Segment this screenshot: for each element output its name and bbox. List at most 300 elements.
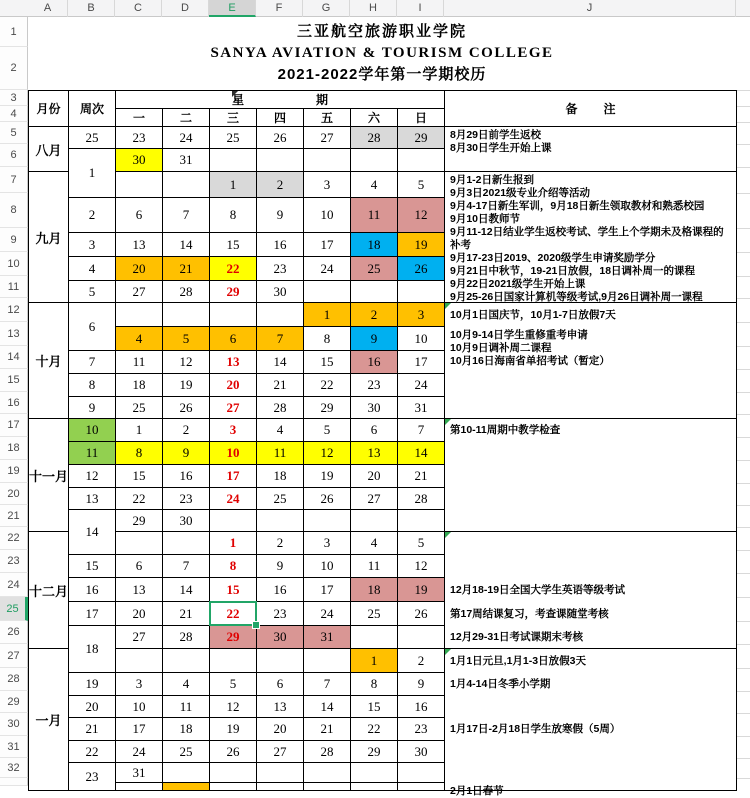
- week-cell-B21[interactable]: 14: [69, 510, 116, 555]
- cell-C31[interactable]: 24: [116, 741, 163, 763]
- cell-F32[interactable]: [257, 763, 304, 783]
- fill-handle[interactable]: [252, 621, 260, 629]
- cell-D6[interactable]: 31: [163, 149, 210, 172]
- month-cell-17[interactable]: 十一月: [29, 419, 69, 532]
- cell-I7[interactable]: 5: [398, 172, 445, 198]
- remark-cell-J17[interactable]: [445, 419, 737, 532]
- cell-I22[interactable]: 5: [398, 532, 445, 555]
- cell-H27[interactable]: 1: [351, 649, 398, 673]
- cell-I19[interactable]: 21: [398, 465, 445, 488]
- week-cell-B30[interactable]: 21: [69, 718, 116, 741]
- cell-C30[interactable]: 17: [116, 718, 163, 741]
- remark-cell-J5[interactable]: [445, 127, 737, 172]
- remark-cell-J22[interactable]: [445, 532, 737, 649]
- month-cell-22[interactable]: 十二月: [29, 532, 69, 649]
- remark-cell-J27[interactable]: [445, 649, 737, 797]
- row-header-1[interactable]: 1: [0, 17, 28, 47]
- cell-C10[interactable]: 20: [116, 257, 163, 281]
- cell-C16[interactable]: 25: [116, 397, 163, 419]
- cell-I13[interactable]: 10: [398, 327, 445, 351]
- row-header-17[interactable]: 17: [0, 414, 28, 437]
- week-cell-B29[interactable]: 20: [69, 696, 116, 718]
- cell-I26[interactable]: [398, 626, 445, 649]
- cell-E25[interactable]: 22: [210, 602, 257, 626]
- cell-F30[interactable]: 20: [257, 718, 304, 741]
- header-day-D[interactable]: 二: [163, 109, 210, 127]
- cell-H21[interactable]: [351, 510, 398, 532]
- cell-E32[interactable]: [210, 763, 257, 783]
- cell-D23[interactable]: 7: [163, 555, 210, 578]
- cell-F15[interactable]: 21: [257, 374, 304, 397]
- cell-I33[interactable]: [398, 783, 445, 791]
- cell-C7[interactable]: [116, 172, 163, 198]
- week-cell-B9[interactable]: 3: [69, 233, 116, 257]
- cell-D20[interactable]: 23: [163, 488, 210, 510]
- cell-G20[interactable]: 26: [304, 488, 351, 510]
- cell-D33[interactable]: [163, 783, 210, 791]
- cell-H33[interactable]: [351, 783, 398, 791]
- cell-I24[interactable]: 19: [398, 578, 445, 602]
- cell-G13[interactable]: 8: [304, 327, 351, 351]
- cell-F21[interactable]: [257, 510, 304, 532]
- cell-I17[interactable]: 7: [398, 419, 445, 442]
- cell-D30[interactable]: 18: [163, 718, 210, 741]
- cell-I5[interactable]: 29: [398, 127, 445, 149]
- cell-E26[interactable]: 29: [210, 626, 257, 649]
- cell-C24[interactable]: 13: [116, 578, 163, 602]
- row-header-10[interactable]: 10: [0, 252, 28, 276]
- cell-I14[interactable]: 17: [398, 351, 445, 374]
- row-header-19[interactable]: 19: [0, 460, 28, 483]
- column-header-C[interactable]: C: [115, 0, 162, 17]
- cell-C29[interactable]: 10: [116, 696, 163, 718]
- cell-D13[interactable]: 5: [163, 327, 210, 351]
- cell-G16[interactable]: 29: [304, 397, 351, 419]
- cell-C21[interactable]: 29: [116, 510, 163, 532]
- cell-I12[interactable]: 3: [398, 303, 445, 327]
- header-day-I[interactable]: 日: [398, 109, 445, 127]
- cell-G25[interactable]: 24: [304, 602, 351, 626]
- cell-D22[interactable]: [163, 532, 210, 555]
- cell-C9[interactable]: 13: [116, 233, 163, 257]
- row-header-22[interactable]: 22: [0, 527, 28, 550]
- cell-H8[interactable]: 11: [351, 198, 398, 233]
- cell-I20[interactable]: 28: [398, 488, 445, 510]
- header-day-G[interactable]: 五: [304, 109, 351, 127]
- header-day-C[interactable]: 一: [116, 109, 163, 127]
- row-header-29[interactable]: 29: [0, 691, 28, 713]
- cell-F11[interactable]: 30: [257, 281, 304, 303]
- row-header-28[interactable]: 28: [0, 668, 28, 691]
- row-header-12[interactable]: 12: [0, 298, 28, 322]
- cell-C6[interactable]: 30: [116, 149, 163, 172]
- cell-H17[interactable]: 6: [351, 419, 398, 442]
- cell-F24[interactable]: 16: [257, 578, 304, 602]
- cell-I11[interactable]: [398, 281, 445, 303]
- gridline-stub: [737, 369, 750, 370]
- cell-F10[interactable]: 23: [257, 257, 304, 281]
- remark-line: 9月17-23日2019、2020级学生申请奖励学分: [450, 252, 656, 264]
- cell-E31[interactable]: 26: [210, 741, 257, 763]
- cell-G12[interactable]: 1: [304, 303, 351, 327]
- cell-D8[interactable]: 7: [163, 198, 210, 233]
- cell-E16[interactable]: 27: [210, 397, 257, 419]
- cell-E11[interactable]: 29: [210, 281, 257, 303]
- cell-G22[interactable]: 3: [304, 532, 351, 555]
- cell-F7[interactable]: 2: [257, 172, 304, 198]
- cell-D26[interactable]: 28: [163, 626, 210, 649]
- cell-H22[interactable]: 4: [351, 532, 398, 555]
- row-header-23[interactable]: 23: [0, 550, 28, 573]
- cell-D15[interactable]: 19: [163, 374, 210, 397]
- cell-G8[interactable]: 10: [304, 198, 351, 233]
- column-header-B[interactable]: B: [68, 0, 115, 17]
- row-header-26[interactable]: 26: [0, 621, 28, 644]
- cell-F18[interactable]: 11: [257, 442, 304, 465]
- cell-E5[interactable]: 25: [210, 127, 257, 149]
- month-cell-5[interactable]: 八月: [29, 127, 69, 172]
- cell-C15[interactable]: 18: [116, 374, 163, 397]
- column-header-H[interactable]: H: [350, 0, 397, 17]
- cell-I15[interactable]: 24: [398, 374, 445, 397]
- cell-D5[interactable]: 24: [163, 127, 210, 149]
- cell-F22[interactable]: 2: [257, 532, 304, 555]
- cell-I30[interactable]: 23: [398, 718, 445, 741]
- week-cell-B25[interactable]: 17: [69, 602, 116, 626]
- cell-D19[interactable]: 16: [163, 465, 210, 488]
- cell-E14[interactable]: 13: [210, 351, 257, 374]
- cell-I16[interactable]: 31: [398, 397, 445, 419]
- month-cell-12[interactable]: 十月: [29, 303, 69, 419]
- column-header-I[interactable]: I: [397, 0, 444, 17]
- cell-G11[interactable]: [304, 281, 351, 303]
- cell-D29[interactable]: 11: [163, 696, 210, 718]
- active-cell-border: [209, 601, 257, 626]
- cell-H26[interactable]: [351, 626, 398, 649]
- cell-G27[interactable]: [304, 649, 351, 673]
- week-cell-B26[interactable]: 18: [69, 626, 116, 673]
- cell-F8[interactable]: 9: [257, 198, 304, 233]
- cell-E21[interactable]: [210, 510, 257, 532]
- cell-D11[interactable]: 28: [163, 281, 210, 303]
- cell-C13[interactable]: 4: [116, 327, 163, 351]
- cell-C26[interactable]: 27: [116, 626, 163, 649]
- cell-D10[interactable]: 21: [163, 257, 210, 281]
- month-cell-7[interactable]: 九月: [29, 172, 69, 303]
- cell-H11[interactable]: [351, 281, 398, 303]
- cell-E6[interactable]: [210, 149, 257, 172]
- cell-H24[interactable]: 18: [351, 578, 398, 602]
- cell-D25[interactable]: 21: [163, 602, 210, 626]
- cell-E33[interactable]: [210, 783, 257, 791]
- cell-H15[interactable]: 23: [351, 374, 398, 397]
- cell-C25[interactable]: 20: [116, 602, 163, 626]
- row-header-27[interactable]: 27: [0, 644, 28, 668]
- remark-cell-J7[interactable]: [445, 172, 737, 303]
- week-cell-B18[interactable]: 11: [69, 442, 116, 465]
- row-header-7[interactable]: 7: [0, 167, 28, 193]
- cell-G30[interactable]: 21: [304, 718, 351, 741]
- cell-I6[interactable]: [398, 149, 445, 172]
- cell-G29[interactable]: 14: [304, 696, 351, 718]
- week-cell-B31[interactable]: 22: [69, 741, 116, 763]
- cell-F6[interactable]: [257, 149, 304, 172]
- cell-F12[interactable]: [257, 303, 304, 327]
- cell-H20[interactable]: 27: [351, 488, 398, 510]
- column-header-G[interactable]: G: [303, 0, 350, 17]
- cell-H32[interactable]: [351, 763, 398, 783]
- row-header-15[interactable]: 15: [0, 369, 28, 392]
- cell-F33[interactable]: [257, 783, 304, 791]
- cell-C28[interactable]: 3: [116, 673, 163, 696]
- cell-H12[interactable]: 2: [351, 303, 398, 327]
- cell-E29[interactable]: 12: [210, 696, 257, 718]
- week-cell-B14[interactable]: 7: [69, 351, 116, 374]
- row-header-5[interactable]: 5: [0, 122, 28, 144]
- cell-F14[interactable]: 14: [257, 351, 304, 374]
- cell-D24[interactable]: 14: [163, 578, 210, 602]
- cell-C11[interactable]: 27: [116, 281, 163, 303]
- cell-G31[interactable]: 28: [304, 741, 351, 763]
- row-header-6[interactable]: 6: [0, 144, 28, 167]
- cell-H31[interactable]: 29: [351, 741, 398, 763]
- week-cell-B17[interactable]: 10: [69, 419, 116, 442]
- week-cell-B12[interactable]: 6: [69, 303, 116, 351]
- row-header-18[interactable]: 18: [0, 437, 28, 460]
- cell-G14[interactable]: 15: [304, 351, 351, 374]
- row-header-4[interactable]: 4: [0, 106, 28, 122]
- header-day-E[interactable]: 三: [210, 109, 257, 127]
- cell-C12[interactable]: [116, 303, 163, 327]
- week-cell-B11[interactable]: 5: [69, 281, 116, 303]
- cell-D18[interactable]: 9: [163, 442, 210, 465]
- cell-G17[interactable]: 5: [304, 419, 351, 442]
- cell-H29[interactable]: 15: [351, 696, 398, 718]
- cell-H14[interactable]: 16: [351, 351, 398, 374]
- cell-F25[interactable]: 23: [257, 602, 304, 626]
- row-header-30[interactable]: 30: [0, 713, 28, 736]
- column-header-A[interactable]: A: [28, 0, 68, 17]
- cell-F16[interactable]: 28: [257, 397, 304, 419]
- cell-I25[interactable]: 26: [398, 602, 445, 626]
- cell-G26[interactable]: 31: [304, 626, 351, 649]
- row-header-13[interactable]: 13: [0, 322, 28, 346]
- row-header-8[interactable]: 8: [0, 193, 28, 228]
- week-cell-B10[interactable]: 4: [69, 257, 116, 281]
- cell-G23[interactable]: 10: [304, 555, 351, 578]
- cell-G9[interactable]: 17: [304, 233, 351, 257]
- row-header-20[interactable]: 20: [0, 483, 28, 505]
- cell-H19[interactable]: 20: [351, 465, 398, 488]
- week-cell-B24[interactable]: 16: [69, 578, 116, 602]
- cell-G19[interactable]: 19: [304, 465, 351, 488]
- cell-F26[interactable]: 30: [257, 626, 304, 649]
- cell-C18[interactable]: 8: [116, 442, 163, 465]
- cell-F20[interactable]: 25: [257, 488, 304, 510]
- week-cell-B23[interactable]: 15: [69, 555, 116, 578]
- gridline-stub: [737, 437, 750, 438]
- cell-I9[interactable]: 19: [398, 233, 445, 257]
- cell-C14[interactable]: 11: [116, 351, 163, 374]
- cell-H28[interactable]: 8: [351, 673, 398, 696]
- cell-E28[interactable]: 5: [210, 673, 257, 696]
- cell-I29[interactable]: 16: [398, 696, 445, 718]
- cell-D27[interactable]: [163, 649, 210, 673]
- cell-H23[interactable]: 11: [351, 555, 398, 578]
- cell-E30[interactable]: 19: [210, 718, 257, 741]
- row-header-24[interactable]: 24: [0, 573, 28, 597]
- row-header-32[interactable]: 32: [0, 758, 28, 778]
- cell-I18[interactable]: 14: [398, 442, 445, 465]
- column-header-D[interactable]: D: [162, 0, 209, 17]
- cell-H30[interactable]: 22: [351, 718, 398, 741]
- header-day-H[interactable]: 六: [351, 109, 398, 127]
- cell-F31[interactable]: 27: [257, 741, 304, 763]
- cell-C33[interactable]: [116, 783, 163, 791]
- cell-C22[interactable]: [116, 532, 163, 555]
- cell-G32[interactable]: [304, 763, 351, 783]
- week-cell-B28[interactable]: 19: [69, 673, 116, 696]
- cell-C32[interactable]: 31: [116, 763, 163, 783]
- remark-cell-J12[interactable]: [445, 303, 737, 419]
- cell-G10[interactable]: 24: [304, 257, 351, 281]
- cell-F9[interactable]: 16: [257, 233, 304, 257]
- week-cell-B15[interactable]: 8: [69, 374, 116, 397]
- cell-E20[interactable]: 24: [210, 488, 257, 510]
- row-header-11[interactable]: 11: [0, 276, 28, 298]
- cell-C27[interactable]: [116, 649, 163, 673]
- cell-H5[interactable]: 28: [351, 127, 398, 149]
- cell-D31[interactable]: 25: [163, 741, 210, 763]
- cell-F13[interactable]: 7: [257, 327, 304, 351]
- cell-I27[interactable]: 2: [398, 649, 445, 673]
- cell-E22[interactable]: 1: [210, 532, 257, 555]
- cell-G15[interactable]: 22: [304, 374, 351, 397]
- cell-D9[interactable]: 14: [163, 233, 210, 257]
- cell-D32[interactable]: [163, 763, 210, 783]
- cell-G6[interactable]: [304, 149, 351, 172]
- cell-E23[interactable]: 8: [210, 555, 257, 578]
- row-header-3[interactable]: 3: [0, 90, 28, 106]
- month-cell-27[interactable]: 一月: [29, 649, 69, 791]
- cell-E24[interactable]: 15: [210, 578, 257, 602]
- column-header-J[interactable]: J: [444, 0, 736, 17]
- cell-H10[interactable]: 25: [351, 257, 398, 281]
- cell-F29[interactable]: 13: [257, 696, 304, 718]
- cell-C20[interactable]: 22: [116, 488, 163, 510]
- cell-D14[interactable]: 12: [163, 351, 210, 374]
- cell-G7[interactable]: 3: [304, 172, 351, 198]
- cell-G18[interactable]: 12: [304, 442, 351, 465]
- cell-D21[interactable]: 30: [163, 510, 210, 532]
- cell-C8[interactable]: 6: [116, 198, 163, 233]
- cell-H25[interactable]: 25: [351, 602, 398, 626]
- cell-E8[interactable]: 8: [210, 198, 257, 233]
- row-header-16[interactable]: 16: [0, 392, 28, 414]
- cell-E7[interactable]: 1: [210, 172, 257, 198]
- cell-E9[interactable]: 15: [210, 233, 257, 257]
- cell-D12[interactable]: [163, 303, 210, 327]
- cell-I23[interactable]: 12: [398, 555, 445, 578]
- column-header-F[interactable]: F: [256, 0, 303, 17]
- cell-C17[interactable]: 1: [116, 419, 163, 442]
- cell-H7[interactable]: 4: [351, 172, 398, 198]
- week-cell-B5[interactable]: 25: [69, 127, 116, 149]
- row-header-31[interactable]: 31: [0, 736, 28, 758]
- cell-G21[interactable]: [304, 510, 351, 532]
- cell-F19[interactable]: 18: [257, 465, 304, 488]
- cell-I21[interactable]: [398, 510, 445, 532]
- cell-G33[interactable]: [304, 783, 351, 791]
- cell-D28[interactable]: 4: [163, 673, 210, 696]
- cell-I10[interactable]: 26: [398, 257, 445, 281]
- cell-I32[interactable]: [398, 763, 445, 783]
- cell-F23[interactable]: 9: [257, 555, 304, 578]
- cell-H9[interactable]: 18: [351, 233, 398, 257]
- row-header-14[interactable]: 14: [0, 346, 28, 369]
- cell-I28[interactable]: 9: [398, 673, 445, 696]
- cell-E13[interactable]: 6: [210, 327, 257, 351]
- week-cell-B6[interactable]: 1: [69, 149, 116, 198]
- cell-E27[interactable]: [210, 649, 257, 673]
- cell-E10[interactable]: 22: [210, 257, 257, 281]
- gridline-stub: [737, 90, 750, 91]
- cell-F17[interactable]: 4: [257, 419, 304, 442]
- week-cell-B8[interactable]: 2: [69, 198, 116, 233]
- column-header-E[interactable]: E: [209, 0, 256, 17]
- header-remark-col[interactable]: [445, 91, 737, 127]
- cell-F28[interactable]: 6: [257, 673, 304, 696]
- cell-D17[interactable]: 2: [163, 419, 210, 442]
- cell-C19[interactable]: 15: [116, 465, 163, 488]
- cell-G28[interactable]: 7: [304, 673, 351, 696]
- week-cell-B32[interactable]: 23: [69, 763, 116, 791]
- row-header-9[interactable]: 9: [0, 228, 28, 252]
- row-header-21[interactable]: 21: [0, 505, 28, 527]
- week-cell-B20[interactable]: 13: [69, 488, 116, 510]
- week-cell-B19[interactable]: 12: [69, 465, 116, 488]
- cell-D16[interactable]: 26: [163, 397, 210, 419]
- row-header-2[interactable]: 2: [0, 47, 28, 90]
- week-cell-B16[interactable]: 9: [69, 397, 116, 419]
- cell-H13[interactable]: 9: [351, 327, 398, 351]
- cell-I31[interactable]: 30: [398, 741, 445, 763]
- row-header-partial[interactable]: [0, 778, 28, 786]
- cell-D7[interactable]: [163, 172, 210, 198]
- header-day-F[interactable]: 四: [257, 109, 304, 127]
- cell-C23[interactable]: 6: [116, 555, 163, 578]
- header-week-col[interactable]: 周次: [69, 91, 116, 127]
- header-weekday-title[interactable]: [116, 91, 445, 109]
- cell-E12[interactable]: [210, 303, 257, 327]
- cell-H16[interactable]: 30: [351, 397, 398, 419]
- cell-F5[interactable]: 26: [257, 127, 304, 149]
- cell-G24[interactable]: 17: [304, 578, 351, 602]
- cell-E15[interactable]: 20: [210, 374, 257, 397]
- cell-E17[interactable]: 3: [210, 419, 257, 442]
- cell-G5[interactable]: 27: [304, 127, 351, 149]
- cell-I8[interactable]: 12: [398, 198, 445, 233]
- remark-line: 8月29日前学生返校: [450, 129, 542, 141]
- cell-E18[interactable]: 10: [210, 442, 257, 465]
- cell-H18[interactable]: 13: [351, 442, 398, 465]
- header-month-col[interactable]: 月份: [29, 91, 69, 127]
- cell-H6[interactable]: [351, 149, 398, 172]
- row-header-25[interactable]: 25: [0, 597, 28, 621]
- cell-F27[interactable]: [257, 649, 304, 673]
- cell-E19[interactable]: 17: [210, 465, 257, 488]
- cell-C5[interactable]: 23: [116, 127, 163, 149]
